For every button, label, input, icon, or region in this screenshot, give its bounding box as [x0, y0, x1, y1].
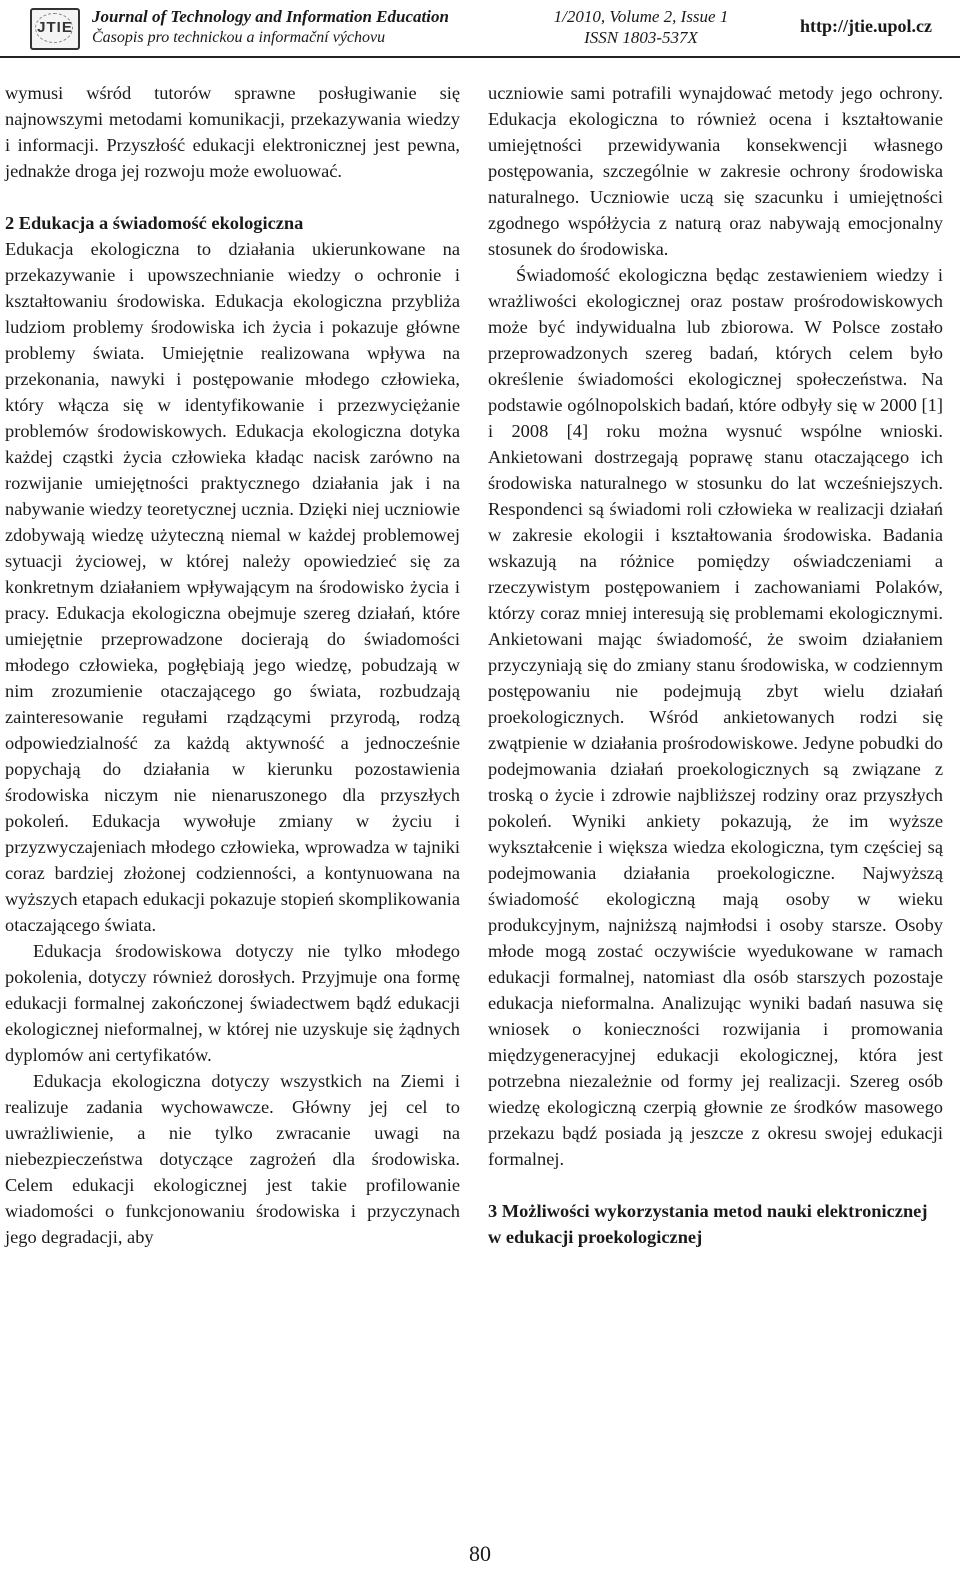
paragraph: Edukacja środowiskowa dotyczy nie tylko młodego pokolenia, dotyczy również dorosłych. Przyjmuje ona formę edukacji formalnej zakończonej świadectwem bądź edukacji ekologicznej nieformalnej, w której nie uzyskuje się żądnych dyplomów ani certyfikatów.: [5, 941, 460, 1065]
journal-url[interactable]: http://jtie.upol.cz: [800, 16, 932, 36]
right-column: [488, 80, 943, 1250]
journal-title: Journal of Technology and Information Education: [92, 7, 449, 26]
paragraph-intro: wymusi wśród tutorów sprawne posługiwanie się najnowszymi metodami komunikacji, przekazywania wiedzy i informacji. Przyszłość edukacji elektronicznej jest pewna, jednakże droga jej rozwoju może ewoluować.: [5, 83, 460, 181]
paragraph: Edukacja ekologiczna dotyczy wszystkich na Ziemi i realizuje zadania wychowawcze. Główny jej cel to uwrażliwienie, a nie tylko zwracanie uwagi na niebezpieczeństwa dotyczące zagrożeń dla środowiska. Celem edukacji ekologicznej jest takie profilowanie wiadomości o funkcjonowaniu środowiska i przyczynach jego degradacji, aby: [5, 1071, 460, 1247]
left-column: [5, 80, 460, 1250]
page-number: 80: [469, 1541, 491, 1566]
journal-logo: [30, 8, 80, 50]
journal-title-block: [92, 6, 512, 48]
section-heading-3: 3 Możliwości wykorzystania metod nauki elektronicznej w edukacji proekologicznej: [488, 1201, 928, 1247]
issn: ISSN 1803-537X: [584, 28, 698, 47]
page-header: [0, 0, 960, 58]
issue-volume: 1/2010, Volume 2, Issue 1: [553, 7, 729, 26]
paragraph: Świadomość ekologiczna będąc zestawieniem wiedzy i wrażliwości ekologicznej oraz postaw prośrodowiskowych może być indywidualna lub zbiorowa. W Polsce zostało przeprowadzonych szereg badań, których celem było określenie świadomości ekologicznej społeczeństwa. Na podstawie ogólnopolskich badań, które odbyły się w 2000 [1] i 2008 [4] roku można wysnuć wspólne wnioski. Ankietowani dostrzegają poprawę stanu otaczającego ich środowiska naturalnego w stosunku do lat wcześniejszych. Respondenci są świadomi roli człowieka w realizacji działań w zakresie ekologii i kształtowania środowiska. Badania wskazują na różnice pomiędzy oświadczeniami a rzeczywistym postępowaniem i zachowaniami Polaków, którzy coraz mniej interesują się problemami ekologicznymi. Ankietowani mając świadomość, że swoim działaniem przyczyniają się do zmiany stanu środowiska, w codziennym postępowaniu nie podejmują zbyt wielu działań proekologicznych. Wśród ankietowanych rodzi się zwątpienie w działania prośrodowiskowe. Jedyne pobudki do podejmowania działań proekologicznych są związane z troską o życie i zdrowie najbliższej rodziny oraz przyszłych pokoleń. Wyniki ankiety pokazują, że im wyższe wykształcenie i większa wiedza ekologiczna, tym częściej są podejmowania działania proekologiczne. Najwyższą świadomość ekologiczną mają osoby w wieku produkcyjnym, najniższą najmłodsi i osoby starsze. Osoby młode mogą zostać oczywiście wyedukowane w ramach edukacji formalnej, natomiast dla osób starszych pozostaje edukacja nieformalna. Analizując wyniki badań nasuwa się wniosek o konieczności rozwijania i promowania międzygeneracyjnej edukacji ekologicznej, która jest potrzebna niezależnie od formy jej realizacji. Szereg osób wiedzę ekologiczną czerpią głownie ze środków masowego przekazu bądź posiada ją jeszcze z okresu swojej edukacji formalnej.: [488, 265, 943, 1169]
logo-text: JTIE: [37, 19, 73, 36]
paragraph: uczniowie sami potrafili wynajdować metody jego ochrony. Edukacja ekologiczna to również ocena i kształtowanie umiejętności przewidywania konsekwencji własnego postępowania, szczególnie w zakresie ochrony środowiska naturalnego. Uczniowie uczą się szacunku i umiejętności zgodnego współżycia z naturą oraz nabywają emocjonalny stosunek do środowiska.: [488, 83, 943, 259]
paragraph: Edukacja ekologiczna to działania ukierunkowane na przekazywanie i upowszechnianie wiedzy o ochronie i kształtowaniu środowiska. Edukacja ekologiczna przybliża ludziom problemy środowiska ich życia i pokazuje główne problemy świata. Umiejętnie realizowana wpływa na przekonania, nawyki i postępowanie młodego człowieka, który włącza się w identyfikowanie i przezwyciężanie problemów środowiskowych. Edukacja ekologiczna dotyka każdej cząstki życia człowieka kładąc nacisk zarówno na rozwijanie umiejętności praktycznego działania jak i na nabywanie wiedzy teoretycznej ucznia. Dzięki niej uczniowie zdobywają wiedzę użyteczną niemal w każdej problemowej sytuacji życiowej, w której należy opowiedzieć się za konkretnym działaniem wpływającym na środowisko życia i pracy. Edukacja ekologiczna obejmuje szereg działań, które umiejętnie przeprowadzone docierają do świadomości młodego człowieka, pogłębiają jego wiedzę, pobudzają w nim zrozumienie otaczającego go świata, rozbudzają zainteresowanie regułami rządzącymi przyrodą, rodzą odpowiedzialność za każdą aktywność a jednocześnie popychają do działania w kierunku pozostawienia środowiska niczym nie nienaruszonego dla przyszłych pokoleń. Edukacja wywołuje zmiany w życiu i przyzwyczajeniach młodego człowieka, wprowadza w tajniki coraz bardziej złożonej codzienności, a kontynuowana na wyższych etapach edukacji pokazuje stopień skomplikowania otaczającego świata.: [5, 239, 461, 935]
section-heading-2: 2 Edukacja a świadomość ekologiczna: [5, 213, 304, 233]
issue-info: [536, 6, 746, 48]
journal-subtitle: Časopis pro technickou a informační výchovu: [92, 29, 386, 46]
